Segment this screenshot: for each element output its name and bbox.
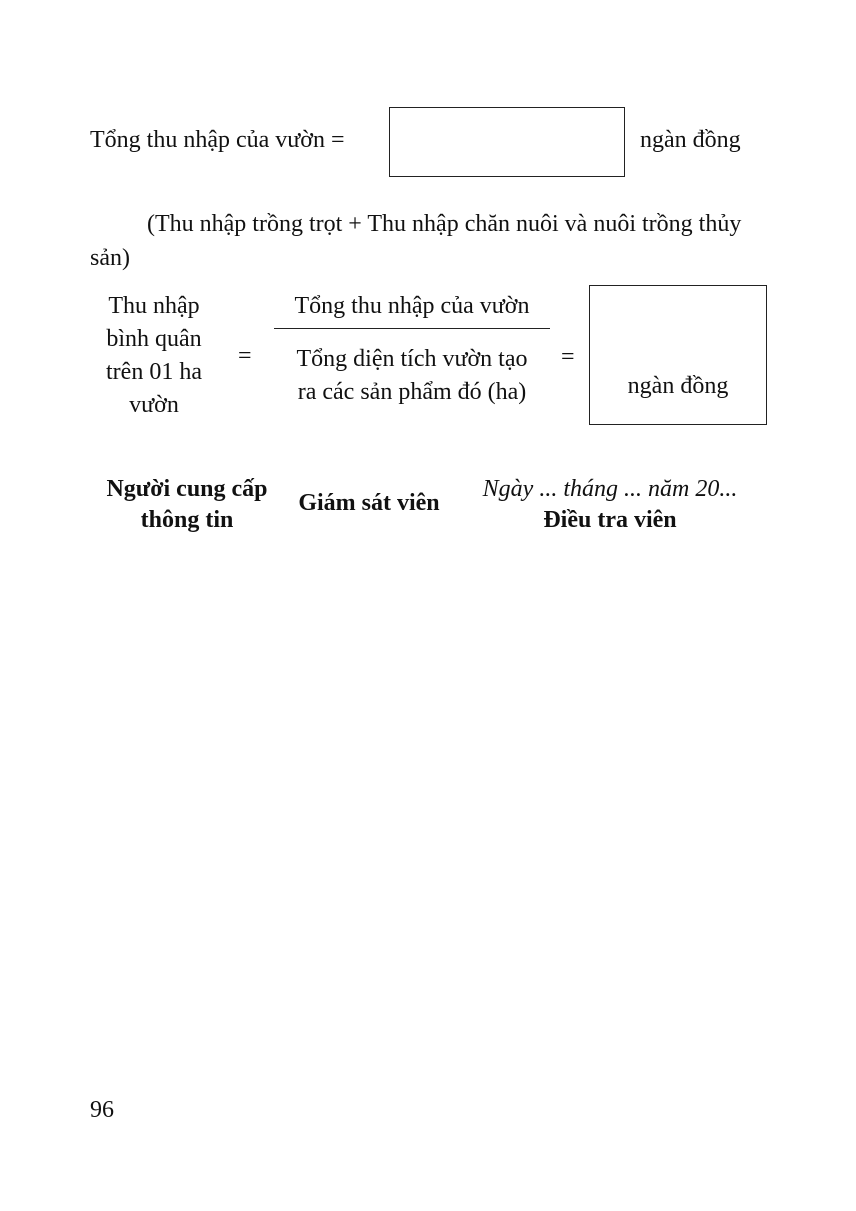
average-income-unit: ngàn đồng [627,373,729,399]
equals-sign: = [238,343,252,369]
fraction-bar [274,328,550,329]
fraction-denominator [274,343,550,409]
signature-provider-line: Người cung cấp [106,476,268,502]
average-income-label-line: Thu nhập [108,293,200,319]
fraction-denominator-line: ra các sản phẩm đó (ha) [297,379,527,406]
signature-provider-line: thông tin [140,507,234,534]
fraction-denominator-line: Tổng diện tích vườn tạo [296,346,528,372]
signature-supervisor: Giám sát viên [298,490,440,516]
average-income-label-line: vườn [129,392,179,419]
signature-date-line: Ngày ... tháng ... năm 20... [482,476,738,502]
average-income-label-line: bình quân [106,326,202,353]
signature-provider [92,474,282,536]
page-number: 96 [90,1097,114,1123]
average-income-label [92,290,216,422]
average-income-label-line: trên 01 ha [106,359,202,386]
average-income-input-box[interactable] [589,285,767,425]
formula-note: (Thu nhập trồng trọt + Thu nhập chăn nuôi và nuôi trồng thủy sản) [90,211,742,271]
total-income-unit: ngàn đồng [640,127,741,153]
equals-sign: = [561,344,575,370]
total-income-input-box[interactable] [389,107,625,177]
signature-investigator: Điều tra viên [543,507,677,533]
total-income-label: Tổng thu nhập của vườn = [90,127,345,153]
fraction-numerator: Tổng thu nhập của vườn [294,293,530,319]
